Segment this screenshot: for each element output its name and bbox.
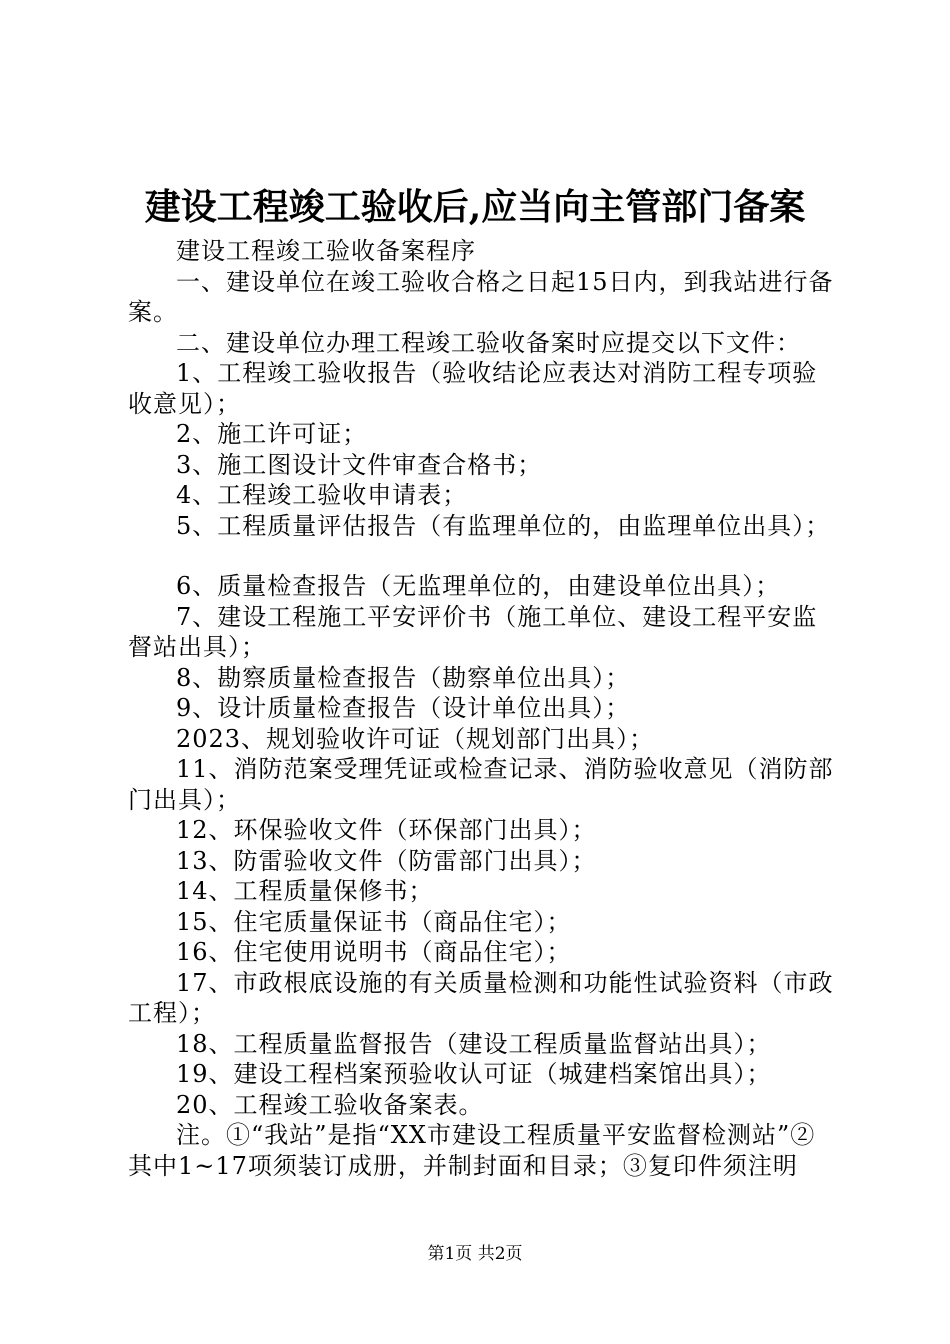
list-item: 3、施工图设计文件审查合格书；: [176, 450, 543, 479]
list-item: 20、工程竣工验收备案表。: [176, 1090, 484, 1119]
list-item: 7、建设工程施工平安评价书（施工单位、建设工程平安监督站出具）；: [128, 602, 818, 661]
list-item: 14、工程质量保修书；: [176, 877, 434, 905]
paragraph-note: 注。①“我站”是指“XX市建设工程质量平安监督检测站”②其中1~17项须装订成册，并制封面和目录；③复印件须注明: [128, 1121, 816, 1180]
list-item: 19、建设工程档案预验收认可证（城建档案馆出具）；: [176, 1060, 772, 1088]
list-item: 11、消防范案受理凭证或检查记录、消防验收意见（消防部门出具）；: [128, 755, 834, 814]
list-item: 6、质量检查报告（无监理单位的，由建设单位出具）；: [176, 572, 781, 600]
list-item: 13、防雷验收文件（防雷部门出具）；: [176, 846, 597, 875]
list-item: 18、工程质量监督报告（建设工程质量监督站出具）；: [176, 1029, 772, 1058]
blank-line: [128, 541, 840, 571]
list-item: 5、工程质量评估报告（有监理单位的，由监理单位出具）；: [176, 511, 831, 540]
list-item: 12、环保验收文件（环保部门出具）；: [176, 816, 597, 844]
document-body: [128, 236, 840, 1181]
page-title: 建设工程竣工验收后,应当向主管部门备案: [144, 186, 806, 228]
page-number-footer: 第1页 共2页: [427, 1244, 523, 1264]
list-item: 4、工程竣工验收申请表；: [176, 481, 468, 509]
list-item: 2023、规划验收许可证（规划部门出具）；: [176, 724, 655, 753]
list-item: 16、住宅使用说明书（商品住宅）；: [176, 938, 572, 966]
list-item: 17、市政根底设施的有关质量检测和功能性试验资料（市政工程）；: [128, 968, 834, 1027]
list-item: 2、施工许可证；: [176, 420, 368, 448]
list-item: 15、住宅质量保证书（商品住宅）；: [176, 907, 572, 936]
list-item: 9、设计质量检查报告（设计单位出具）；: [176, 694, 631, 722]
list-item: 1、工程竣工验收报告（验收结论应表达对消防工程专项验收意见）；: [128, 359, 818, 418]
list-item: 8、勘察质量检查报告（勘察单位出具）；: [176, 663, 631, 692]
paragraph-procedure-heading: 建设工程竣工验收备案程序: [176, 237, 476, 265]
paragraph-step-1: 一、建设单位在竣工验收合格之日起15日内，到我站进行备案。: [128, 267, 834, 326]
paragraph-step-2: 二、建设单位办理工程竣工验收备案时应提交以下文件：: [176, 328, 801, 357]
